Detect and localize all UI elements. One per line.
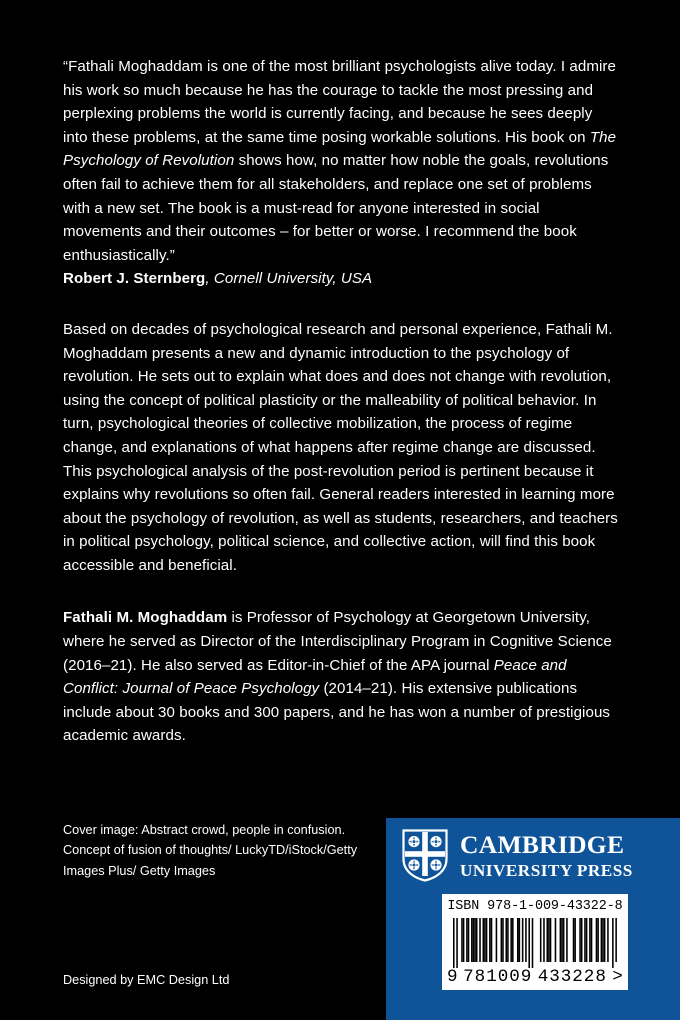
ean-lead-digit: 9 [447,967,458,987]
endorsement-quote [63,55,619,291]
isbn-number: ISBN 978-1-009-43322-8 [447,899,623,914]
barcode-bars [453,918,617,968]
author-bio-part1: is Professor of Psychology at Georgetown University, where he served as Director of the Interdisciplinary Program in Cognitive Science (2016–21). He also served as Editor-in-Chief of the APA journal [63,609,612,674]
reviewer-affiliation: , Cornell University, USA [205,270,373,288]
endorsement-book-title: The Psychology of Revolution [63,128,617,170]
cambridge-crest-shield-icon [402,829,448,882]
endorsement-text-part1: “Fathali Moghaddam is one of the most brilliant psychologists alive today. I admire his work so much because he has the courage to tackle the most pressing and perplexing problems the world is currently facing, and because he sees deeply into these problems, at the same time posing workable solutions. His book on [63,58,616,146]
endorsement-attribution [63,267,619,291]
cambridge-university-press-logo [402,829,633,882]
ean-group-2: 433228 [537,967,607,987]
designer-credit: Designed by EMC Design Ltd [63,973,230,987]
journal-title: Peace and Conflict: Journal of Peace Psychology [63,656,567,698]
ean-trailing-mark: > [612,967,623,987]
cover-image-credit: Cover image: Abstract crowd, people in confusion. Concept of fusion of thoughts/ LuckyTD/iStock/Getty Images Plus/ Getty Images [63,823,358,878]
ean-group-1: 781009 [463,967,533,987]
endorsement-text-part2: shows how, no matter how noble the goals, revolutions often fail to achieve them for all stakeholders, and replace one set of problems with a new set. The book is a must-read for anyone interested in social movements and their outcomes – for better or worse. I recommend the book enthusiastically.” [63,152,609,264]
publisher-wordmark [460,832,633,879]
publisher-name-line1: CAMBRIDGE [460,830,625,860]
publisher-name-line2: UNIVERSITY PRESS [460,860,633,880]
publisher-panel [386,818,680,1020]
cover-text-column [63,55,619,748]
book-description: Based on decades of psychological research and personal experience, Fathali M. Moghaddam presents a new and dynamic introduction to the psychology of revolution. He sets out to explain what does and does not change with revolution, using the concept of political plasticity or the malleability of political behavior. In turn, psychological theories of collective mobilization, the process of regime change, and explanations of what happens after regime change are discussed. This psychological analysis of the post-revolution period is pertinent because it explains why revolutions so often fail. General readers interested in learning more about the psychology of revolution, as well as students, researchers, and teachers in political psychology, political science, and collective action, will find this book accessible and beneficial. [63,320,618,574]
ean-digits [446,967,624,987]
reviewer-name: Robert J. Sternberg [63,270,206,288]
isbn-barcode [442,894,628,990]
author-name: Fathali M. Moghaddam [63,609,228,627]
author-bio-part2: (2014–21). His extensive publications include about 30 books and 300 papers, and he has won a number of prestigious academic awards. [63,680,611,745]
author-biography [63,606,619,748]
